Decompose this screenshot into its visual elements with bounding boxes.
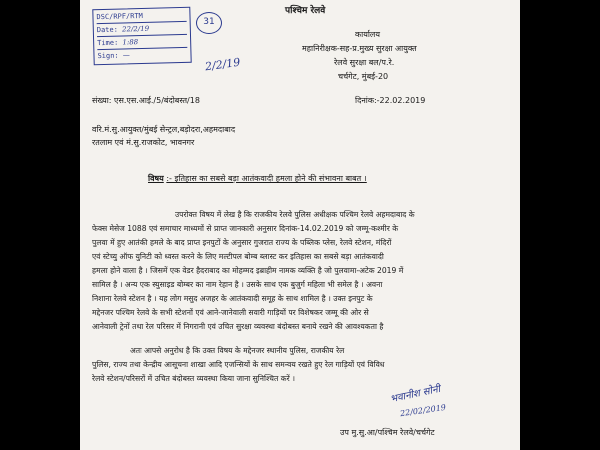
- letter-page: [80, 0, 520, 450]
- recipients-line-2: रतलाम एवं मं.सु.राजकोट, भावनगर: [92, 138, 195, 147]
- body-line: हमला होने वाला है । जिसमें एक वेडर हैदराबाद का मोहम्मद इब्राहीम नामक व्यक्ति है जो पुलवामा-अटेक 2019 में: [92, 266, 404, 275]
- handwritten-date: 2/2/19: [204, 55, 242, 74]
- subject-line: [148, 174, 367, 184]
- office-address: चर्चगेट, मुंबई-20: [338, 72, 389, 81]
- body-line: पुलवा में हुए आतंकी हमले के बाद प्राप्त इनपुटों के अनुसार गुजरात राज्य के पब्लिक प्लेस, रेलवे स्टेशन, मंदिरों: [92, 238, 392, 247]
- signatory-designation: उप मु.सु.आ/पश्चिम रेलवे/चर्चगेट: [340, 428, 435, 437]
- body-line: सामिल है । अन्य एक स्युसाइड बोम्बर का नाम रेहान है । उसके साथ एक बुजुर्ग महिला भी समेल है । अवना: [92, 280, 383, 289]
- request-line: अतः आपसे अनुरोध है कि उक्त विषय के मद्देनजर स्थानीय पुलिस, राजकीय रेल: [130, 346, 345, 355]
- request-line: रेलवे स्टेशन/परिसरों में उचित बंदोबस्त व्यवस्था किया जाना सुनिश्चित करें ।: [92, 374, 295, 383]
- subject-text: :- इतिहास का सबसे बड़ा आतंकवादी हमला होने की संभावना बाबत ।: [166, 174, 367, 183]
- body-line: मद्देनजर पश्चिम रेलवे के सभी स्टेशनों एवं आने-जानेवाली सवारी गाड़ियों पर विशेषकर जम्मू की ओर से: [92, 308, 369, 317]
- reference-number: संख्या: एस.एस.आई./5/बंदोबस्त/18: [92, 96, 200, 105]
- office-unit: रेलवे सुरक्षा बल/प.रे.: [334, 58, 395, 67]
- office-title: कार्यालय: [355, 30, 380, 39]
- stamp-sign: Sign: —: [97, 51, 130, 61]
- request-line: पुलिस, राज्य तथा केन्द्रीय आसूचना शाखा आदि एजन्सियों के साथ समन्वय रखते हुए रेल गाड़ियों एवं विविध: [92, 360, 385, 369]
- letter-heading: पश्चिम रेलवे: [285, 6, 326, 16]
- body-line: एवं स्टेच्यु ऑफ युनिटी को ध्वस्त करने के लिए मल्टीपल बोम्ब ब्लास्ट कर इतिहास का सबसे बड़ा आतंकवादी: [92, 252, 384, 261]
- body-line: फेक्स मेसेज 1088 एवं समाचार माध्यमों से प्राप्त जानकारी अनुसार दिनांक-14.02.2019 को जम्मू-कश्मीर के: [92, 224, 399, 233]
- circled-number: 31: [196, 12, 222, 34]
- recipients-line-1: वरि.मं.सु.आयुक्त/मुंबई सेन्ट्रल,बड़ोदरा,अहमदाबाद: [92, 125, 236, 134]
- letter-date: दिनांक:-22.02.2019: [355, 96, 426, 105]
- stamp-time: Time: 1:88: [97, 35, 187, 50]
- body-line: आनेवाली ट्रेनों तथा रेल परिसर में निगरानी एवं उचित सुरक्षा व्यवस्था बंदोबस्त बनाये रखने की आवश्यकता है: [92, 322, 384, 331]
- body-line: निशाना रेलवे स्टेशन है । यह लोग मसुद अजहर के आतंकवादी समूह के साथ शामिल है । उक्त इनपुट के: [92, 294, 373, 303]
- subject-label: विषय: [148, 174, 164, 183]
- stamp-office: DSC/RPF/RTM: [96, 9, 186, 24]
- signature-date: 22/02/2019: [399, 402, 447, 419]
- receipt-stamp: [92, 7, 191, 66]
- office-designation: महानिरीक्षक-सह-प्र.मुख्य सुरक्षा आयुक्त: [302, 44, 417, 53]
- signature-name: भवानीश सोनी: [389, 383, 442, 406]
- stamp-date: Date: 22/2/19: [97, 22, 187, 37]
- body-line: उपरोक्त विषय में लेख है कि राजकीय रेलवे पुलिस अधीक्षक पश्चिम रेलवे अहमदाबाद के: [175, 210, 415, 219]
